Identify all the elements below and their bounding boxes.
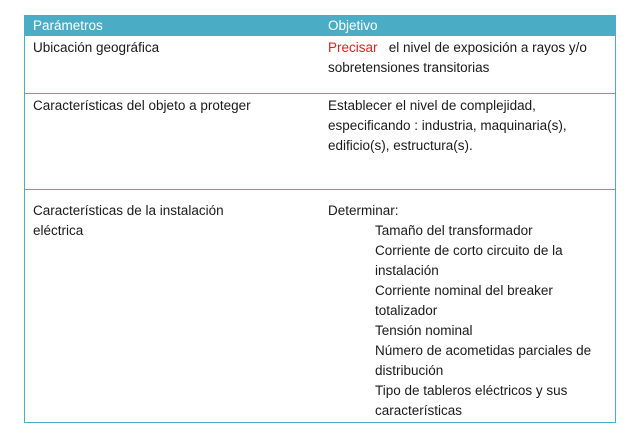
row-divider	[25, 189, 615, 190]
list-item: Corriente de corto circuito de la instalación	[375, 243, 563, 278]
parameters-table	[24, 15, 616, 423]
list-item: Número de acometidas parciales de distribución	[375, 343, 592, 378]
list-item: Tipo de tableros eléctricos y sus características	[375, 383, 568, 418]
row-divider	[25, 93, 615, 94]
header-objetivo: Objetivo	[328, 18, 378, 33]
row2-objective: Establecer el nivel de complejidad, especificando : industria, maquinaria(s), edificio(s), estructura(s).	[328, 98, 567, 153]
row3-objective	[328, 201, 608, 421]
header-parametros: Parámetros	[33, 18, 103, 33]
row1-objective	[328, 38, 608, 78]
row3-param: Características de la instalación eléctrica	[33, 203, 224, 238]
row1-param: Ubicación geográfica	[33, 40, 160, 55]
row3-objective-intro: Determinar:	[328, 203, 399, 218]
list-item: Tamaño del transformador	[375, 223, 533, 238]
row2-param: Características del objeto a proteger	[33, 98, 251, 113]
table-header	[25, 16, 615, 36]
list-item: Tensión nominal	[375, 323, 473, 338]
row1-objective-highlight: Precisar	[328, 40, 378, 55]
row3-objective-list	[328, 221, 608, 421]
row1-objective-text: el nivel de exposición a rayos y/o sobretensiones transitorias	[328, 40, 587, 75]
list-item: Corriente nominal del breaker totalizador	[375, 283, 553, 318]
